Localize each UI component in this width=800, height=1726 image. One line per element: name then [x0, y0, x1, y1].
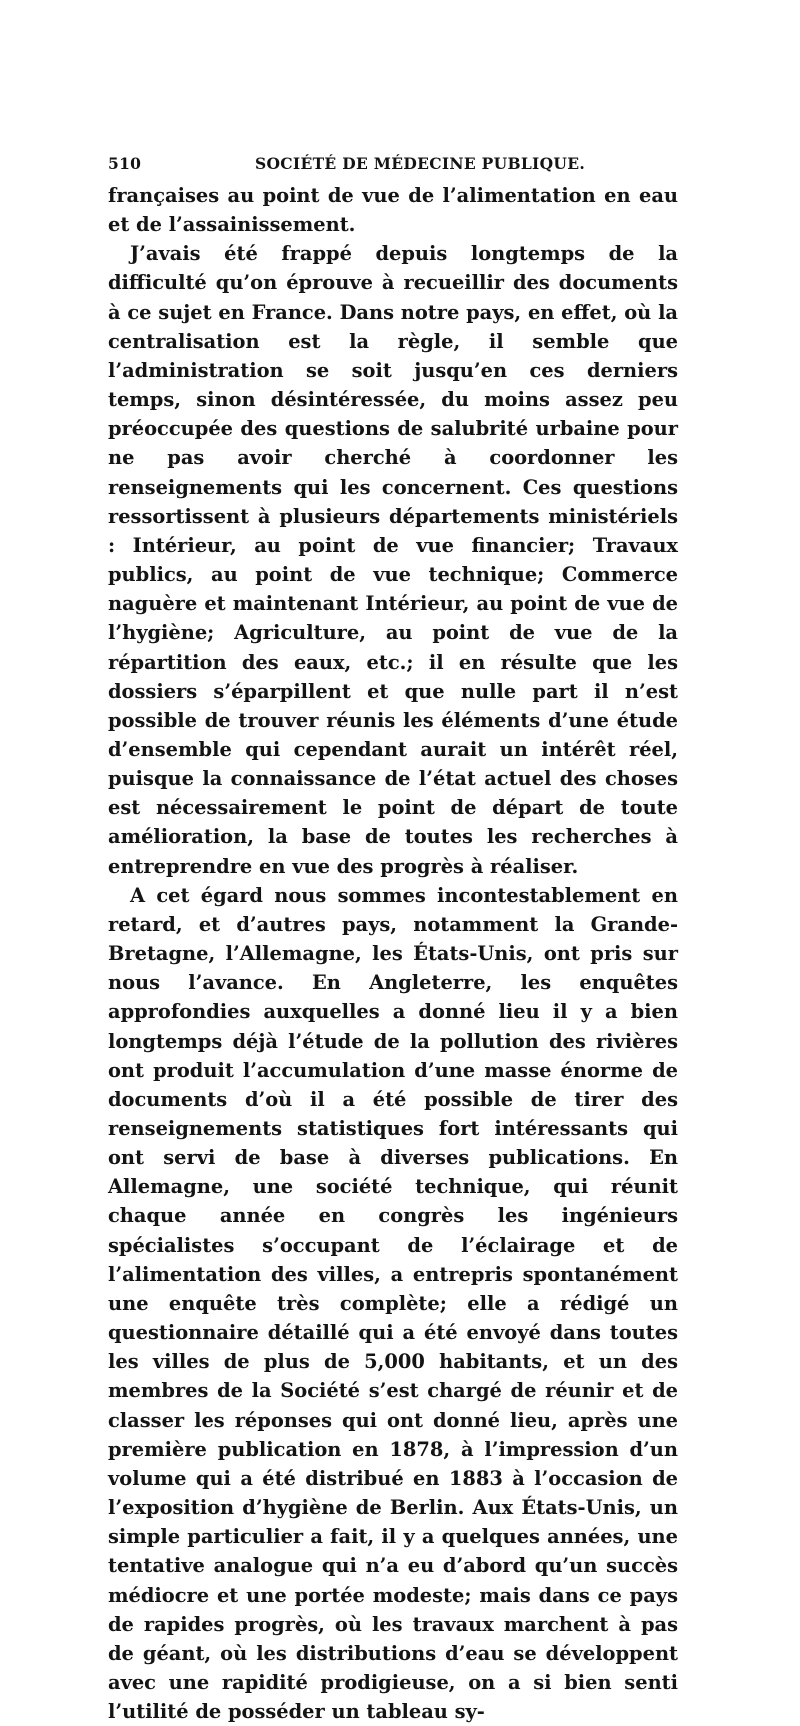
- running-head-title: SOCIÉTÉ DE MÉDECINE PUBLIQUE.: [255, 154, 586, 173]
- book-page: [108, 150, 678, 1726]
- body-text: [108, 181, 678, 1726]
- paragraph: A cet égard nous sommes incontestablement en retard, et d’autres pays, notamment la Grande-Bretagne, l’Allemagne, les États-Unis, ont pris sur nous l’avance. En Angleterre, les enquêtes approfondies auxquelles a donné lieu il y a bien longtemps déjà l’étude de la pollution des rivières ont produit l’accumulation d’une masse énorme de documents d’où il a été possible de tirer des renseignements statistiques fort intéressants qui ont servi de base à diverses publications. En Allemagne, une société technique, qui réunit chaque année en congrès les ingénieurs spécialistes s’occupant de l’éclairage et de l’alimentation des villes, a entrepris spontanément une enquête très complète; elle a rédigé un questionnaire détaillé qui a été envoyé dans toutes les villes de plus de 5,000 habitants, et un des membres de la Société s’est chargé de réunir et de classer les réponses qui ont donné lieu, après une première publication en 1878, à l’impression d’un volume qui a été distribué en 1883 à l’occasion de l’exposition d’hygiène de Berlin. Aux États-Unis, un simple particulier a fait, il y a quelques années, une tentative analogue qui n’a eu d’abord qu’un succès médiocre et une portée modeste; mais dans ce pays de rapides progrès, où les travaux marchent à pas de géant, où les distributions d’eau se développent avec une rapidité prodigieuse, on a si bien senti l’utilité de posséder un tableau sy-: [108, 883, 678, 1724]
- running-head: [108, 150, 678, 178]
- paragraph-continued: françaises au point de vue de l’alimentation en eau et de l’assainissement.: [108, 184, 678, 237]
- paragraph: J’avais été frappé depuis longtemps de la difficulté qu’on éprouve à recueillir des documents à ce sujet en France. Dans notre pays, en effet, où la centralisation est la règle, il semble que l’administration se soit jusqu’en ces derniers temps, sinon désintéressée, du moins assez peu préoccupée des questions de salubrité urbaine pour ne pas avoir cherché à coordonner les renseignements qui les concernent. Ces questions ressortissent à plusieurs départements ministériels : Intérieur, au point de vue financier; Travaux publics, au point de vue technique; Commerce naguère et maintenant Intérieur, au point de vue de l’hygiène; Agriculture, au point de vue de la répartition des eaux, etc.; il en résulte que les dossiers s’éparpillent et que nulle part il n’est possible de trouver réunis les éléments d’une étude d’ensemble qui cependant aurait un intérêt réel, puisque la connaissance de l’état actuel des choses est nécessairement le point de départ de toute amélioration, la base de toutes les recherches à entreprendre en vue des progrès à réaliser.: [108, 242, 678, 878]
- page-number: 510: [108, 154, 142, 173]
